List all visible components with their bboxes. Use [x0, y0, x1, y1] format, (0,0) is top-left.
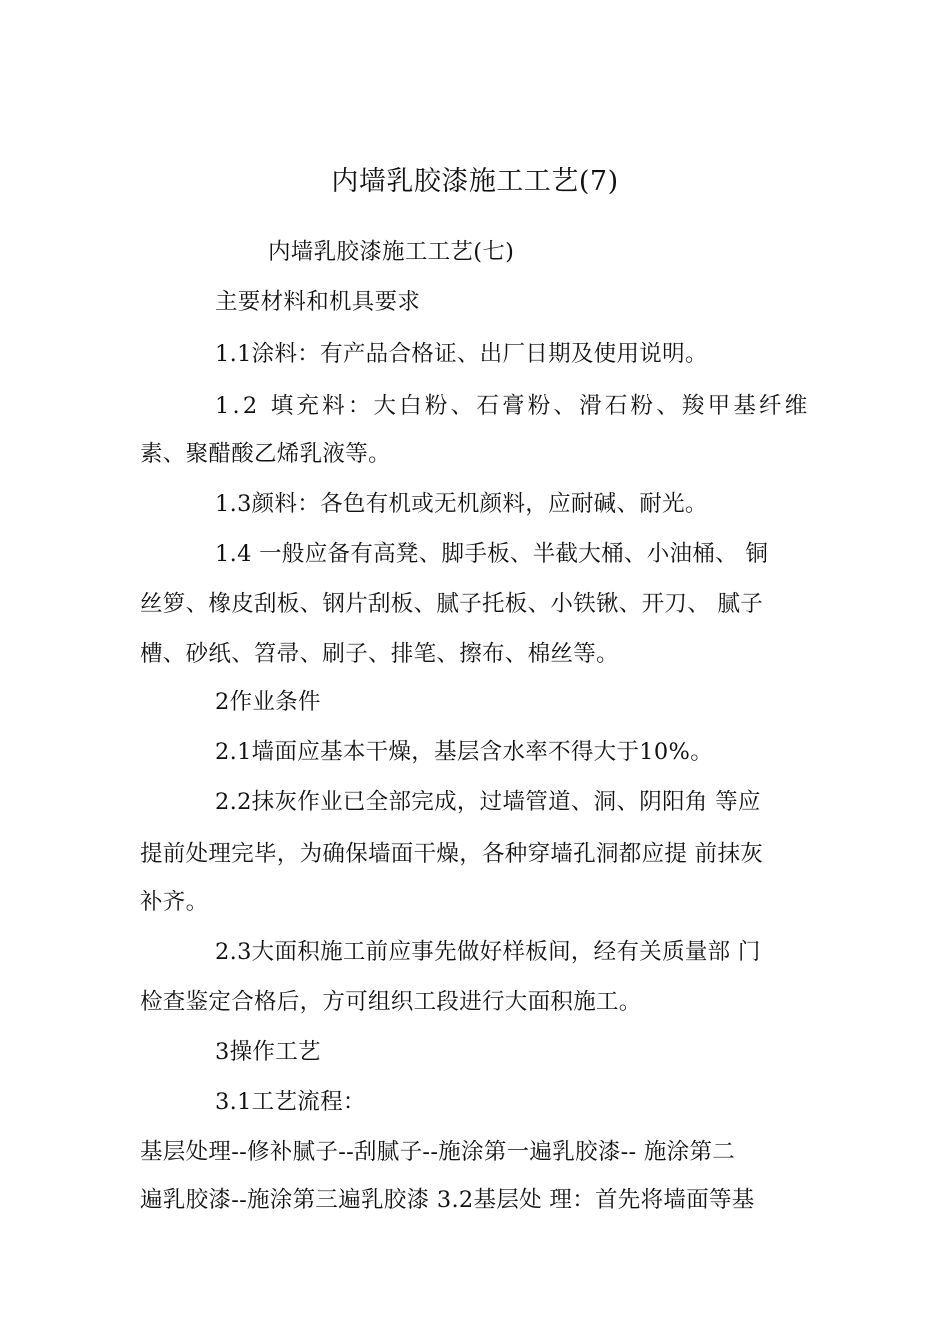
paragraph-line: 遍乳胶漆--施涂第三遍乳胶漆 3.2基层处 理：首先将墙面等基 — [140, 1187, 755, 1213]
paragraph-line: 2.2抹灰作业已全部完成，过墙管道、洞、阴阳角 等应 — [215, 789, 761, 815]
paragraph-line: 检查鉴定合格后，方可组织工段进行大面积施工。 — [140, 989, 642, 1015]
paragraph-line: 2.3大面积施工前应事先做好样板间，经有关质量部 门 — [215, 939, 761, 965]
paragraph-line: 提前处理完毕，为确保墙面干燥，各种穿墙孔洞都应提 前抹灰 — [140, 841, 764, 867]
paragraph-line: 1.4 一般应备有高凳、脚手板、半截大桶、小油桶、 铜 — [215, 541, 769, 567]
paragraph-line: 1.1涂料：有产品合格证、出厂日期及使用说明。 — [215, 341, 708, 367]
paragraph-line: 1.2 填充料：大白粉、石膏粉、滑石粉、羧甲基纤维 — [215, 393, 811, 419]
paragraph-line: 补齐。 — [140, 889, 209, 915]
section-heading-materials: 主要材料和机具要求 — [215, 289, 421, 315]
paragraph-line: 2.1墙面应基本干燥，基层含水率不得大于10%。 — [215, 739, 713, 765]
paragraph-line: 基层处理--修补腻子--刮腻子--施涂第一遍乳胶漆-- 施涂第二 — [140, 1139, 736, 1165]
section-heading-conditions: 2作业条件 — [215, 689, 321, 715]
paragraph-line: 1.3颜料：各色有机或无机颜料，应耐碱、耐光。 — [215, 491, 708, 517]
document-title: 内墙乳胶漆施工工艺(7) — [331, 166, 619, 197]
paragraph-line: 素、聚醋酸乙烯乳液等。 — [140, 441, 391, 467]
paragraph-line: 丝箩、橡皮刮板、钢片刮板、腻子托板、小铁锹、开刀、 腻子 — [140, 591, 764, 617]
paragraph-line: 3.1工艺流程： — [215, 1089, 366, 1115]
paragraph-line: 槽、砂纸、笤帚、刷子、排笔、擦布、棉丝等。 — [140, 641, 619, 667]
section-heading-process: 3操作工艺 — [215, 1039, 321, 1065]
document-subtitle: 内墙乳胶漆施工工艺(七) — [268, 239, 515, 265]
